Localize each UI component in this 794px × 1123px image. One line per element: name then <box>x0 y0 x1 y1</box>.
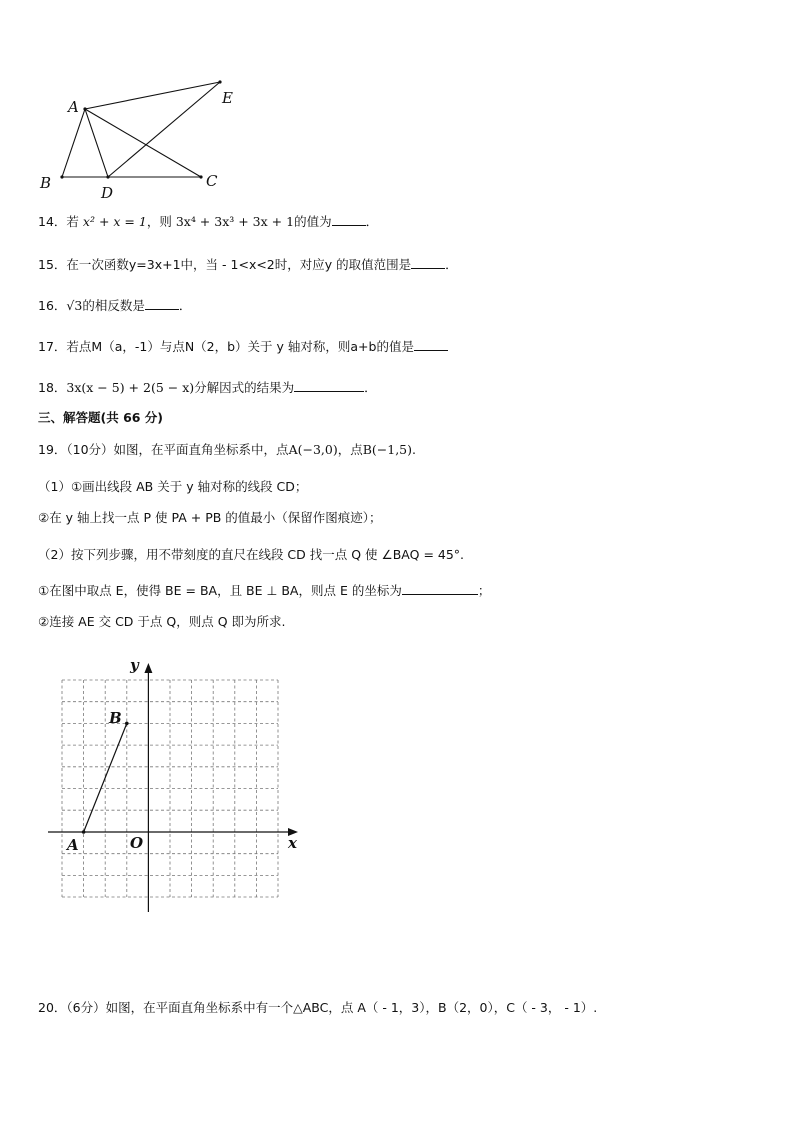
question-19-part1: （1）①画出线段 AB 关于 y 轴对称的线段 CD； <box>38 479 308 494</box>
segment-AE <box>85 82 220 109</box>
label-E: E <box>222 89 233 107</box>
segment-AB <box>62 109 85 177</box>
origin-label: O <box>130 834 144 852</box>
triangle-figure <box>30 70 260 205</box>
point-label-A: A <box>67 836 79 854</box>
segment-AC <box>85 109 201 177</box>
answer-blank[interactable] <box>294 381 364 392</box>
label-C: C <box>206 172 218 190</box>
y-axis-arrow <box>144 663 152 673</box>
coordinate-grid <box>40 652 315 920</box>
answer-blank[interactable] <box>332 215 366 226</box>
question-19-step2: ②连接 AE 交 CD 于点 Q，则点 Q 即为所求. <box>38 614 286 629</box>
question-18: 18．3x(x − 5) + 2(5 − x)分解因式的结果为 ． <box>38 380 377 395</box>
answer-blank[interactable] <box>414 340 448 351</box>
point-label-B: B <box>109 709 122 727</box>
axis-label-x: x <box>288 834 297 852</box>
segment-DE <box>108 82 220 177</box>
question-14: 14．若 x² + x = 1，则 3x⁴ + 3x³ + 3x + 1的值为 ． <box>38 214 379 229</box>
axis-label-y: y <box>130 656 139 674</box>
answer-blank[interactable] <box>402 584 478 595</box>
question-16: 16．√3的相反数是 ． <box>38 298 192 313</box>
question-19-part2: （2）按下列步骤，用不带刻度的直尺在线段 CD 找一点 Q 使 ∠BAQ = 45°. <box>38 547 465 562</box>
segment-AD <box>85 109 108 177</box>
segment-AB <box>84 723 127 832</box>
answer-blank[interactable] <box>411 258 445 269</box>
answer-blank[interactable] <box>145 299 179 310</box>
question-20: 20．（6分）如图，在平面直角坐标系中有一个△ABC，点 A（ - 1，3），B（2，0），C（ - 3， - 1）. <box>38 1000 598 1015</box>
question-19-header: 19．（10分）如图，在平面直角坐标系中，点A(−3,0)，点B(−1,5). <box>38 442 416 457</box>
question-19-part1b: ②在 y 轴上找一点 P 使 PA + PB 的值最小（保留作图痕迹）； <box>38 510 382 525</box>
question-19-step1: ①在图中取点 E，使得 BE = BA，且 BE ⊥ BA，则点 E 的坐标为 ； <box>38 583 491 598</box>
question-17: 17．若点M（a，-1）与点N（2，b）关于 y 轴对称，则a+b的值是 <box>38 339 448 355</box>
question-15: 15．在一次函数y=3x+1中，当 - 1<x<2时，对应y 的取值范围是 ． <box>38 257 458 272</box>
section-heading: 三、解答题(共 66 分) <box>38 410 164 425</box>
label-B: B <box>40 174 52 192</box>
label-D: D <box>101 184 114 202</box>
label-A: A <box>68 98 79 116</box>
